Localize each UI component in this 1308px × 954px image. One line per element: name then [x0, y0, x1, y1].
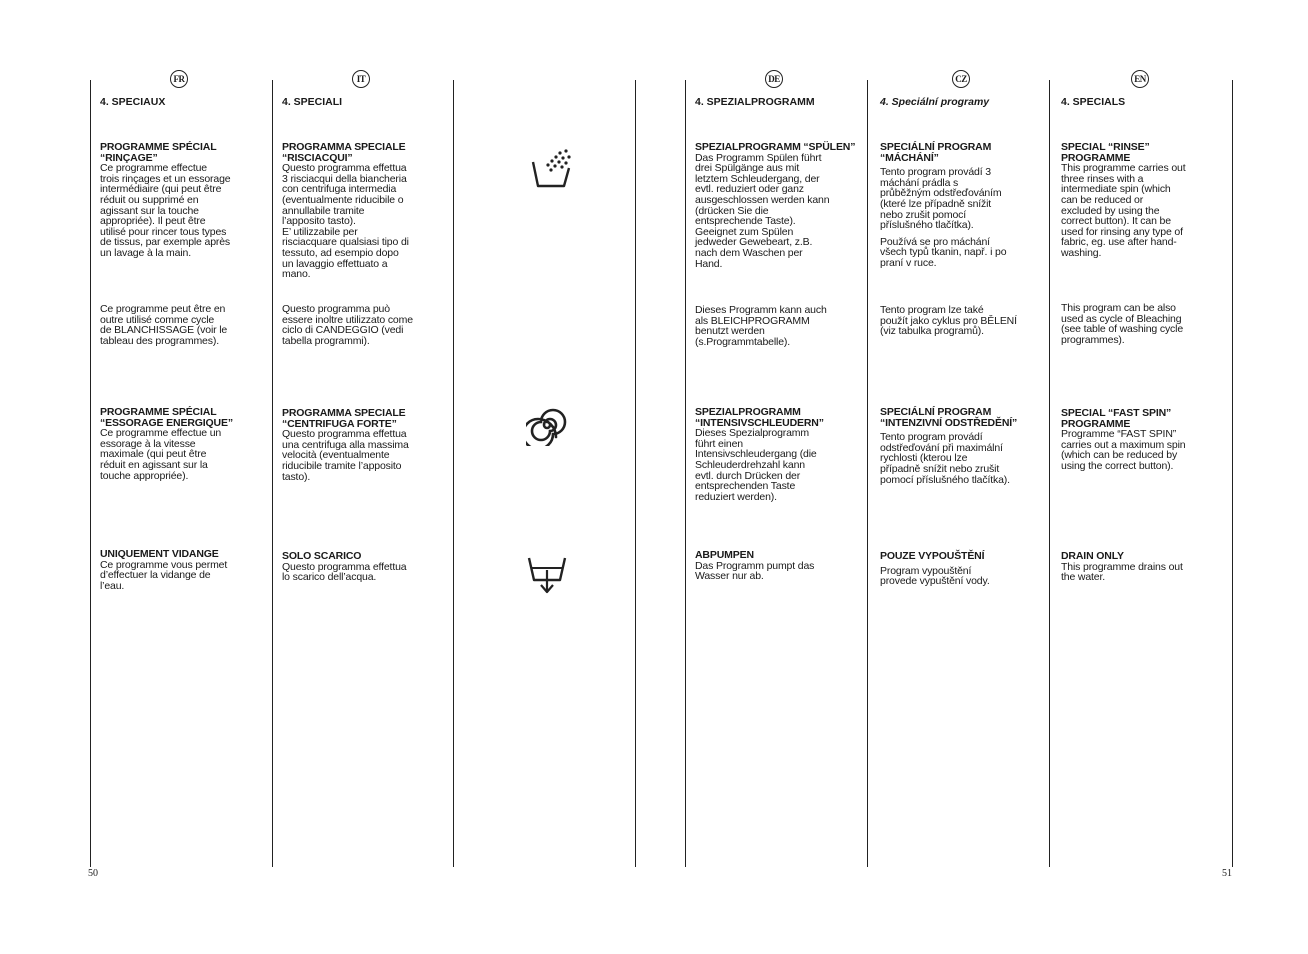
- drain-heading: POUZE VYPOUŠTĚNÍ: [880, 550, 985, 562]
- section-title: 4. SPECIALI: [282, 96, 343, 108]
- drain-text: Ce programme vous permet d’effectuer la vidange de l’eau.: [100, 558, 228, 592]
- bleach-text: Tento program lze také použít jako cyklus pro BĚLENÍ (viz tabulka programů).: [880, 304, 1017, 338]
- page-number-right: 51: [1222, 868, 1232, 879]
- spin-text: Ce programme effectue un essorage à la vitesse maximale (qui peut être réduit en agissant sur la touche appropriée).: [100, 427, 222, 482]
- rinse-heading: SPEZIALPROGRAMM “SPÜLEN”: [695, 141, 856, 153]
- drain-heading: UNIQUEMENT VIDANGE: [100, 548, 219, 560]
- bleach-text: Ce programme peut être en outre utilisé comme cycle de BLANCHISSAGE (voir le tableau des programmes).: [100, 303, 228, 347]
- spin-text: Programme “FAST SPIN” carries out a maximum spin (which can be reduced by using the correct button).: [1061, 428, 1186, 472]
- drain-text: This programme drains out the water.: [1061, 560, 1183, 584]
- section-title: 4. SPECIAUX: [100, 96, 166, 108]
- column-divider: [685, 80, 686, 867]
- rinse-text: Tento program provádí 3 máchání prádla s průběžným odstřeďováním (které lze případně snížit nebo zrušit pomocí příslušného tlačítka).: [880, 166, 1002, 232]
- bleach-section: [100, 304, 227, 346]
- rinse-text: Questo programma effettua 3 risciacqui della biancheria con centrifuga intermedia (eventualmente riducibile o annullabile tramite l’apposito tasto). E’ utilizzabile per risciacquare qualsiasi tipo di tessuto, ad esempio dopo un lavaggio effettuato a mano.: [282, 162, 409, 281]
- page-number-left: 50: [88, 868, 98, 879]
- drain-heading: ABPUMPEN: [695, 549, 754, 561]
- section-title: 4. Speciální programy: [880, 96, 990, 108]
- rinse-heading: SPECIÁLNÍ PROGRAM “MÁCHÁNÍ”: [880, 141, 992, 164]
- spin-heading: SPEZIALPROGRAMM “INTENSIVSCHLEUDERN”: [695, 406, 824, 429]
- rinse-section: [100, 142, 230, 259]
- spin-section: [1061, 408, 1185, 472]
- bleach-section: [695, 305, 827, 347]
- drain-text: Das Programm pumpt das Wasser nur ab.: [695, 559, 815, 583]
- spin-section: [880, 407, 1017, 485]
- language-badge-fr: FR: [170, 70, 188, 88]
- drain-section: [282, 551, 406, 583]
- spin-icon: [526, 404, 568, 446]
- drain-heading: DRAIN ONLY: [1061, 550, 1124, 562]
- rinse-icon: [528, 148, 574, 190]
- rinse-text-extra: Používá se pro máchání všech typů tkanin, např. i po praní v ruce.: [880, 235, 1007, 269]
- column-divider: [272, 80, 273, 867]
- spin-heading: SPECIAL “FAST SPIN” PROGRAMME: [1061, 407, 1172, 430]
- bleach-text: This program can be also used as cycle of Bleaching (see table of washing cycle programmes).: [1061, 302, 1184, 346]
- rinse-text: Ce programme effectue trois rinçages et un essorage intermédiaire (qui peut être réduit ou supprimé en agissant sur la touche appropriée). Il peut être utilisé pour rincer tous types de tissus, par exemple après un lavage à la main.: [100, 162, 231, 259]
- spin-text: Questo programma effettua una centrifuga alla massima velocità (eventualmente riducibile tramite l’apposito tasto).: [282, 428, 409, 483]
- spin-text: Dieses Spezialprogramm führt einen Intensivschleudergang (die Schleuderdrehzahl kann evtl. durch Drücken der entsprechenden Taste reduziert werden).: [695, 427, 817, 503]
- spin-section: [695, 407, 824, 502]
- spin-section: [100, 407, 233, 481]
- drain-section: [695, 550, 814, 582]
- bleach-section: [282, 304, 413, 346]
- drain-section: [100, 549, 227, 591]
- rinse-heading: PROGRAMME SPÉCIAL “RINÇAGE”: [100, 141, 217, 164]
- drain-text: Questo programma effettua lo scarico dell’acqua.: [282, 560, 407, 584]
- bleach-section: [880, 305, 1017, 337]
- spin-section: [282, 408, 409, 482]
- spin-text: Tento program provádí odstřeďování při maximální rychlosti (kterou lze případně snížit nebo zrušit pomocí příslušného tlačítka).: [880, 431, 1010, 486]
- column-divider: [867, 80, 868, 867]
- section-title: 4. SPEZIALPROGRAMM: [695, 96, 815, 108]
- language-badge-en: EN: [1131, 70, 1149, 88]
- spin-heading: PROGRAMMA SPECIALE “CENTRIFUGA FORTE”: [282, 407, 406, 430]
- column-divider: [90, 80, 91, 867]
- drain-section: [880, 551, 990, 587]
- bleach-text: Dieses Programm kann auch als BLEICHPROGRAMM benutzt werden (s.Programmtabelle).: [695, 304, 827, 348]
- column-divider: [1049, 80, 1050, 867]
- rinse-section: [1061, 142, 1185, 259]
- bleach-text: Questo programma può essere inoltre utilizzato come ciclo di CANDEGGIO (vedi tabella programmi).: [282, 303, 413, 347]
- drain-heading: SOLO SCARICO: [282, 550, 362, 562]
- drain-text: Program vypouštění provede vypuštění vody.: [880, 564, 990, 588]
- rinse-text: Das Programm Spülen führt drei Spülgänge aus mit letztem Schleudergang, der evtl. reduziert oder ganz ausgeschlossen werden kann (drücken Sie die entsprechende Taste). Geeignet zum Spülen jedweder Gewebeart, z.B. nach dem Waschen per Hand.: [695, 151, 830, 270]
- rinse-heading: PROGRAMMA SPECIALE “RISCIACQUI”: [282, 141, 406, 164]
- rinse-text: This programme carries out three rinses with a intermediate spin (which can be reduced or excluded by using the correct button). It can be used for rinsing any type of fabric, eg. use after hand- washing.: [1061, 162, 1186, 259]
- rinse-section: [695, 142, 855, 269]
- drain-section: [1061, 551, 1183, 583]
- column-divider: [453, 80, 454, 867]
- rinse-section: [282, 142, 409, 280]
- column-divider: [635, 80, 636, 867]
- bleach-section: [1061, 303, 1183, 345]
- language-badge-de: DE: [765, 70, 783, 88]
- rinse-section: [880, 142, 1006, 269]
- spin-heading: PROGRAMME SPÉCIAL “ESSORAGE ENERGIQUE”: [100, 406, 233, 429]
- section-title: 4. SPECIALS: [1061, 96, 1126, 108]
- drain-icon: [526, 554, 568, 596]
- spin-heading: SPECIÁLNÍ PROGRAM “INTENZIVNÍ ODSTŘEDĚNÍ”: [880, 406, 1018, 429]
- rinse-heading: SPECIAL “RINSE” PROGRAMME: [1061, 141, 1150, 164]
- language-badge-cz: CZ: [952, 70, 970, 88]
- language-badge-it: IT: [352, 70, 370, 88]
- column-divider: [1232, 80, 1233, 867]
